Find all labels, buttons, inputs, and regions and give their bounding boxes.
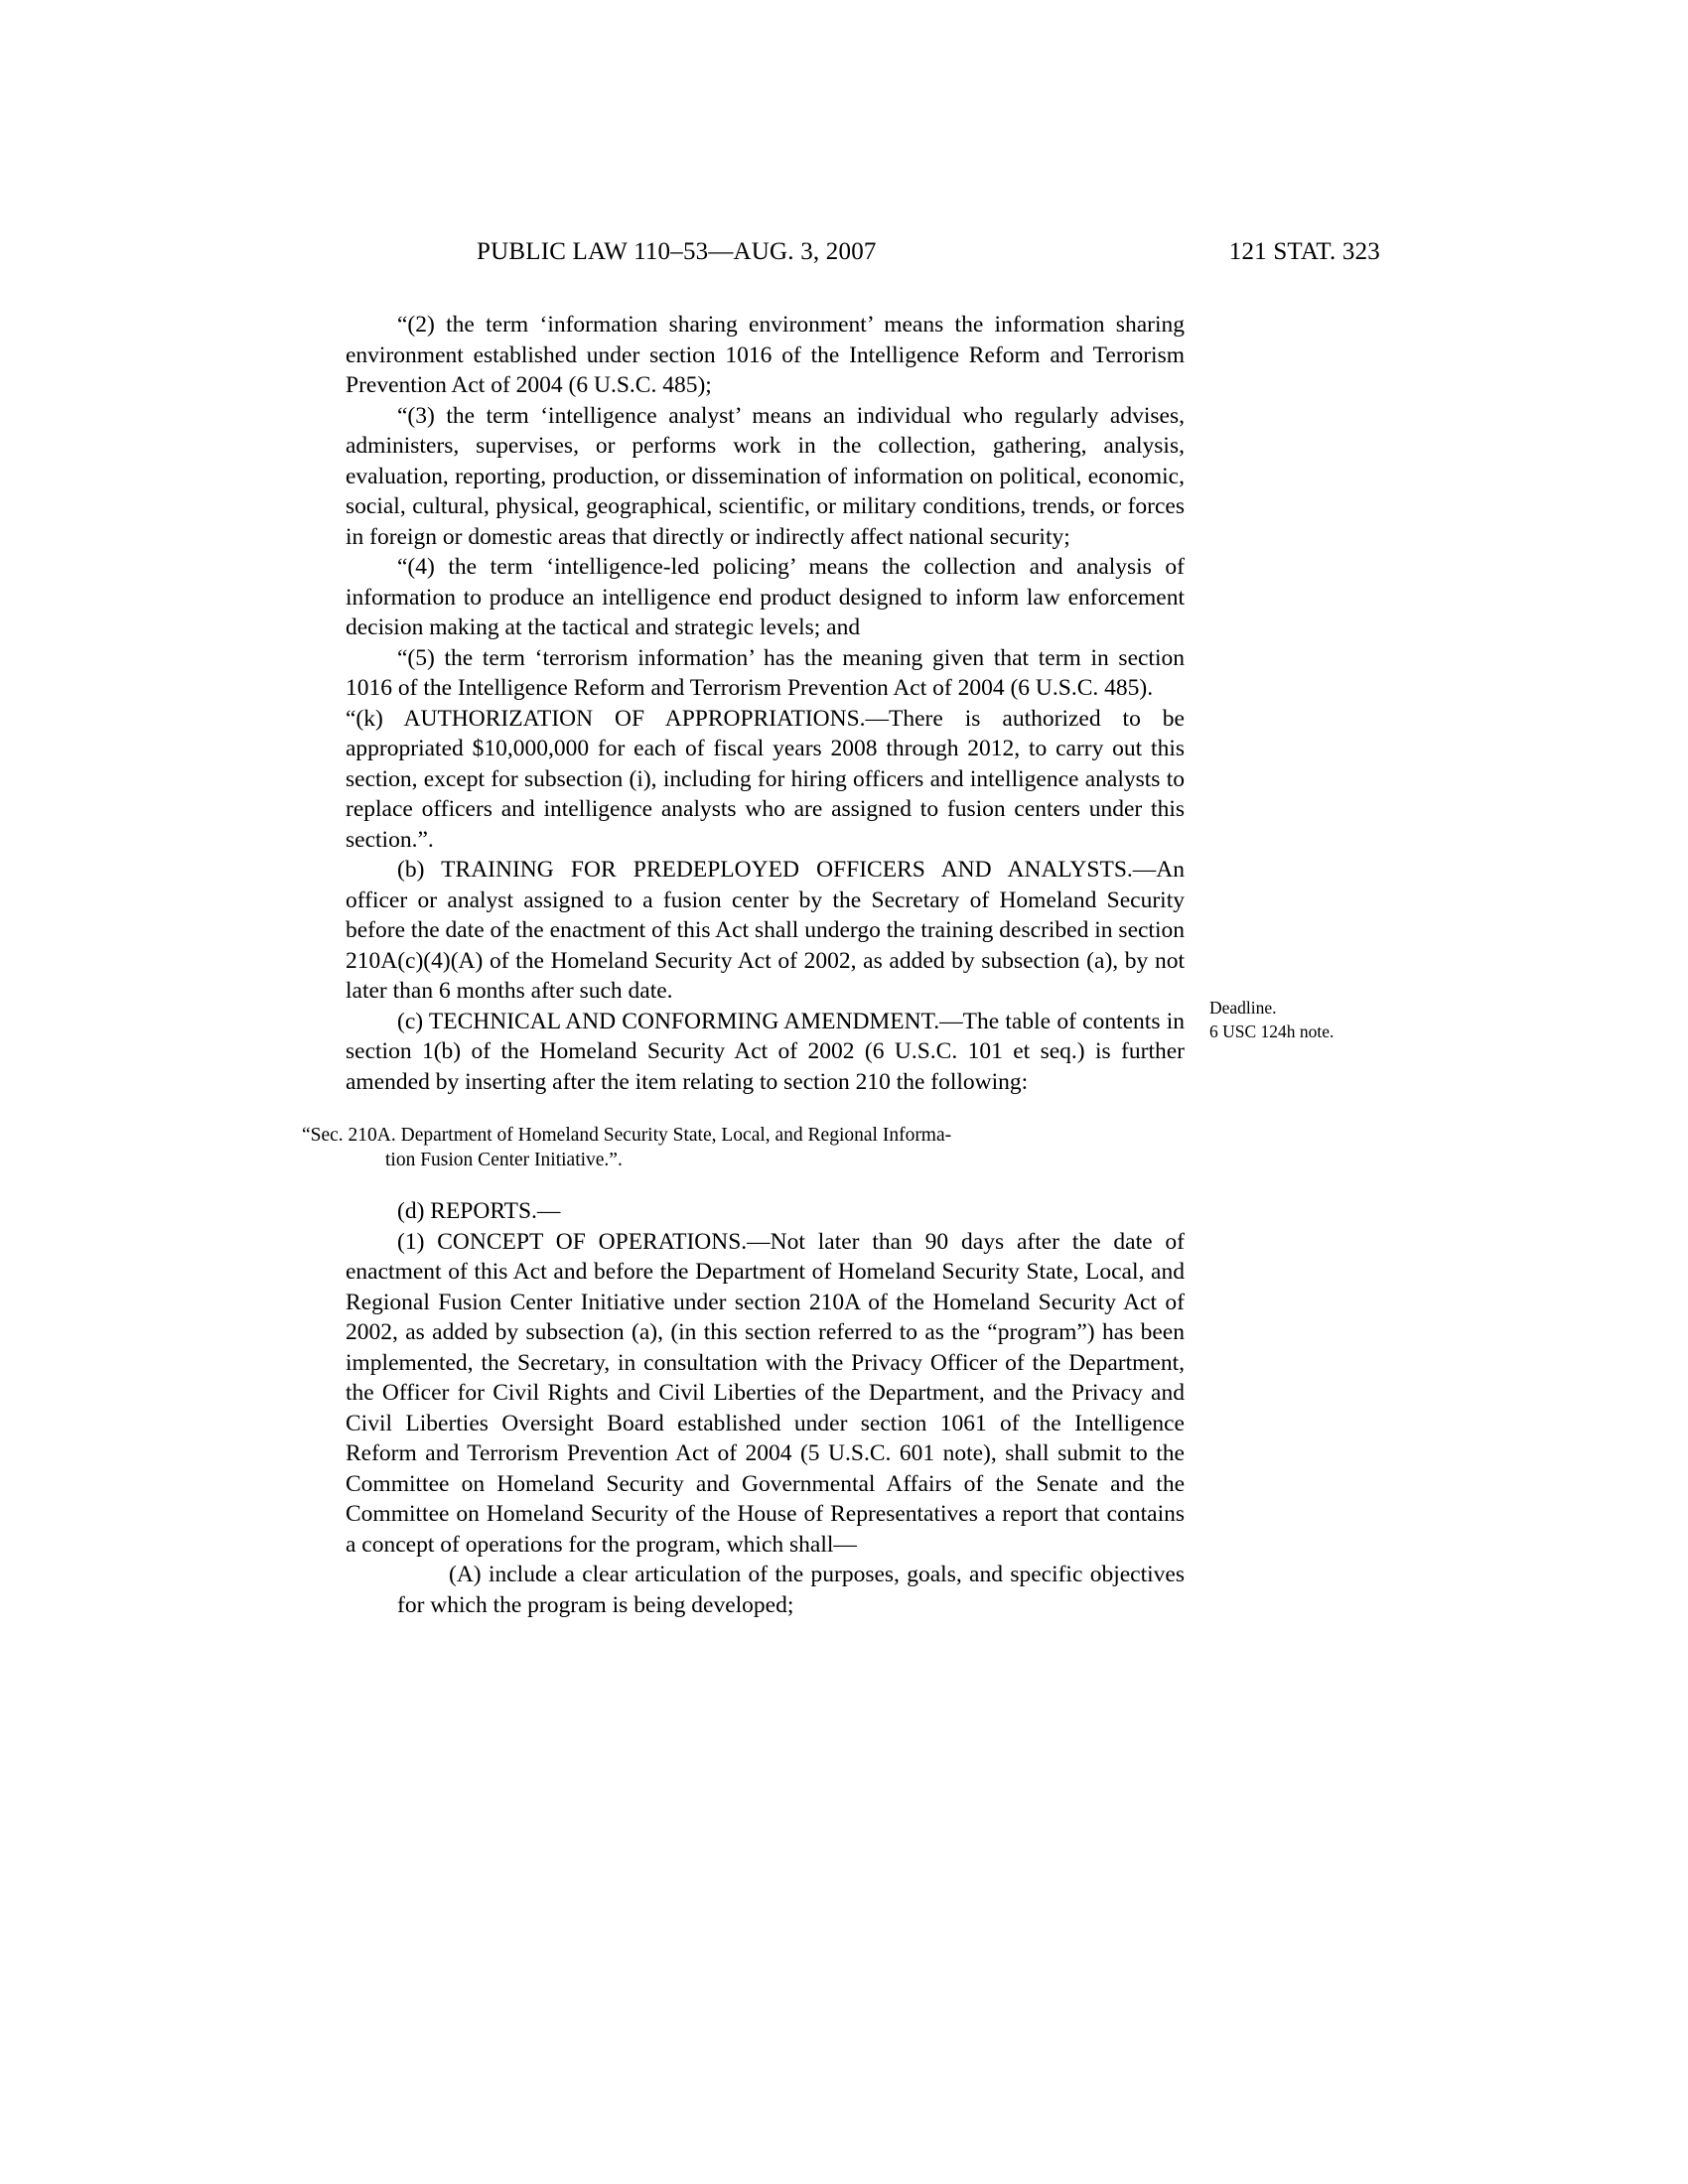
margin-note-deadline: Deadline. (1209, 998, 1277, 1018)
table-of-contents-quote (302, 1123, 1176, 1172)
paragraph-subsection-c: (c) TECHNICAL AND CONFORMING AMENDMENT.—The table of contents in section 1(b) of the Homeland Security Act of 2002 (6 U.S.C. 101 et seq.) is further amended by inserting after the item relating to section 210 the following: (346, 1008, 1185, 1095)
header-stat-line: 121 STAT. 323 (1228, 238, 1380, 265)
header-law-line: PUBLIC LAW 110–53—AUG. 3, 2007 (477, 238, 877, 265)
margin-notes (1209, 996, 1438, 1043)
paragraph-def-5: “(5) the term ‘terrorism information’ has the meaning given that term in section 1016 of the Intelligence Reform and Terrorism Prevention Act of 2004 (6 U.S.C. 485). (346, 644, 1185, 701)
paragraph-d-1: (1) CONCEPT OF OPERATIONS.—Not later than 90 days after the date of enactment of this Act and before the Department of Homeland Security State, Local, and Regional Fusion Center Initiative under section 210A of the Homeland Security Act of 2002, as added by subsection (a), (in this section referred to as the “program”) has been implemented, the Secretary, in consultation with the Privacy Officer of the Department, the Officer for Civil Rights and Civil Liberties of the Department, and the Privacy and Civil Liberties Oversight Board established under section 1061 of the Intelligence Reform and Terrorism Prevention Act of 2004 (5 U.S.C. 601 note), shall submit to the Committee on Homeland Security and Governmental Affairs of the Senate and the Committee on Homeland Security of the House of Representatives a report that contains a concept of operations for the program, which shall— (346, 1228, 1185, 1558)
paragraph-subsection-d: (d) REPORTS.— (397, 1198, 561, 1224)
paragraph-subsection-k: “(k) AUTHORIZATION OF APPROPRIATIONS.—There is authorized to be appropriated $10,000,000 for each of fiscal years 2008 through 2012, to carry out this section, except for subsection (i), including for hiring officers and intelligence analysts to replace officers and intelligence analysts who are assigned to fusion centers under this section.”. (346, 705, 1185, 853)
toc-quote-line-1: “Sec. 210A. Department of Homeland Security State, Local, and Regional Informa- (302, 1125, 952, 1146)
paragraph-d-1-A: (A) include a clear articulation of the purposes, goals, and specific objectives for which the program is being developed; (397, 1562, 1185, 1618)
paragraph-subsection-b: (b) TRAINING FOR PREDEPLOYED OFFICERS AND ANALYSTS.—An officer or analyst assigned to a fusion center by the Secretary of Homeland Security before the date of the enactment of this Act shall undergo the training described in section 210A(c)(4)(A) of the Homeland Security Act of 2002, as added by subsection (a), by not later than 6 months after such date. (346, 857, 1185, 1004)
margin-note-usc-ref: 6 USC 124h note. (1209, 1022, 1335, 1041)
paragraph-def-4: “(4) the term ‘intelligence-led policing’ means the collection and analysis of information to produce an intelligence end product designed to inform law enforcement decision making at the tactical and strategic levels; and (346, 554, 1185, 640)
body-column (302, 310, 1185, 1620)
toc-quote-line-2: tion Fusion Center Initiative.”. (385, 1150, 623, 1170)
paragraph-def-3: “(3) the term ‘intelligence analyst’ means an individual who regularly advises, administers, supervises, or performs work in the collection, gathering, analysis, evaluation, reporting, production, or dissemination of information on political, economic, social, cultural, physical, geographical, scientific, or military conditions, trends, or forces in foreign or domestic areas that directly or indirectly affect national security; (346, 402, 1185, 550)
paragraph-def-2: “(2) the term ‘information sharing environment’ means the information sharing environment established under section 1016 of the Intelligence Reform and Terrorism Prevention Act of 2004 (6 U.S.C. 485); (346, 312, 1185, 398)
